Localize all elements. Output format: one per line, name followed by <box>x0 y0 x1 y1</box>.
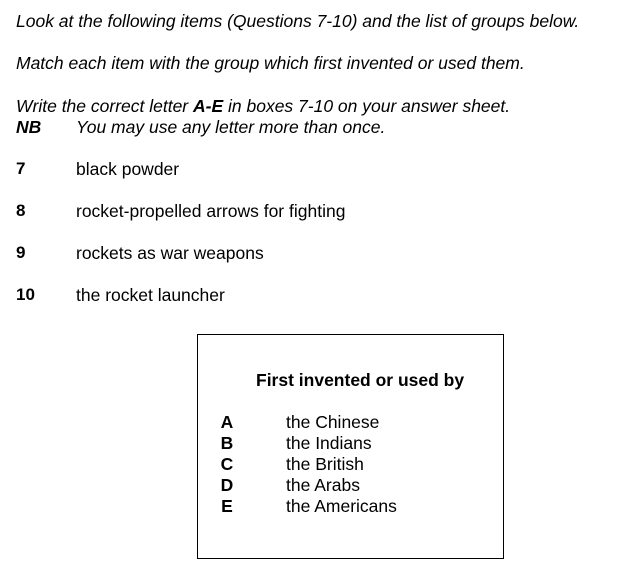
question-text: the rocket launcher <box>76 285 225 305</box>
groups-box <box>197 334 504 559</box>
option-text: the Indians <box>286 433 372 453</box>
question-number: 8 <box>16 201 26 220</box>
option-text: the Americans <box>286 496 397 516</box>
instruction-line-3-start: Write the correct letter <box>16 96 193 116</box>
option-letter: D <box>220 475 234 495</box>
option-letter: B <box>220 433 234 453</box>
option-text: the Chinese <box>286 412 380 432</box>
question-text: rockets as war weapons <box>76 243 264 263</box>
option-text: the Arabs <box>286 475 360 495</box>
option-letter: C <box>220 454 234 474</box>
question-number: 9 <box>16 243 26 262</box>
question-text: rocket-propelled arrows for fighting <box>76 201 346 221</box>
nb-label: NB <box>16 117 42 137</box>
groups-box-title: First invented or used by <box>256 370 465 390</box>
option-letter: E <box>221 496 233 516</box>
instruction-line-3 <box>16 96 510 116</box>
instruction-line-1: Look at the following items (Questions 7-10) and the list of groups below. <box>16 11 580 31</box>
question-text: black powder <box>76 159 180 179</box>
option-text: the British <box>286 454 364 474</box>
nb-note: You may use any letter more than once. <box>76 117 386 137</box>
instruction-line-3-end: in boxes 7-10 on your answer sheet. <box>223 96 511 116</box>
question-number: 7 <box>16 159 26 178</box>
question-number: 10 <box>16 285 35 304</box>
letter-range: A-E <box>193 96 224 116</box>
option-letter: A <box>220 412 234 432</box>
instruction-line-2: Match each item with the group which first invented or used them. <box>16 53 525 73</box>
